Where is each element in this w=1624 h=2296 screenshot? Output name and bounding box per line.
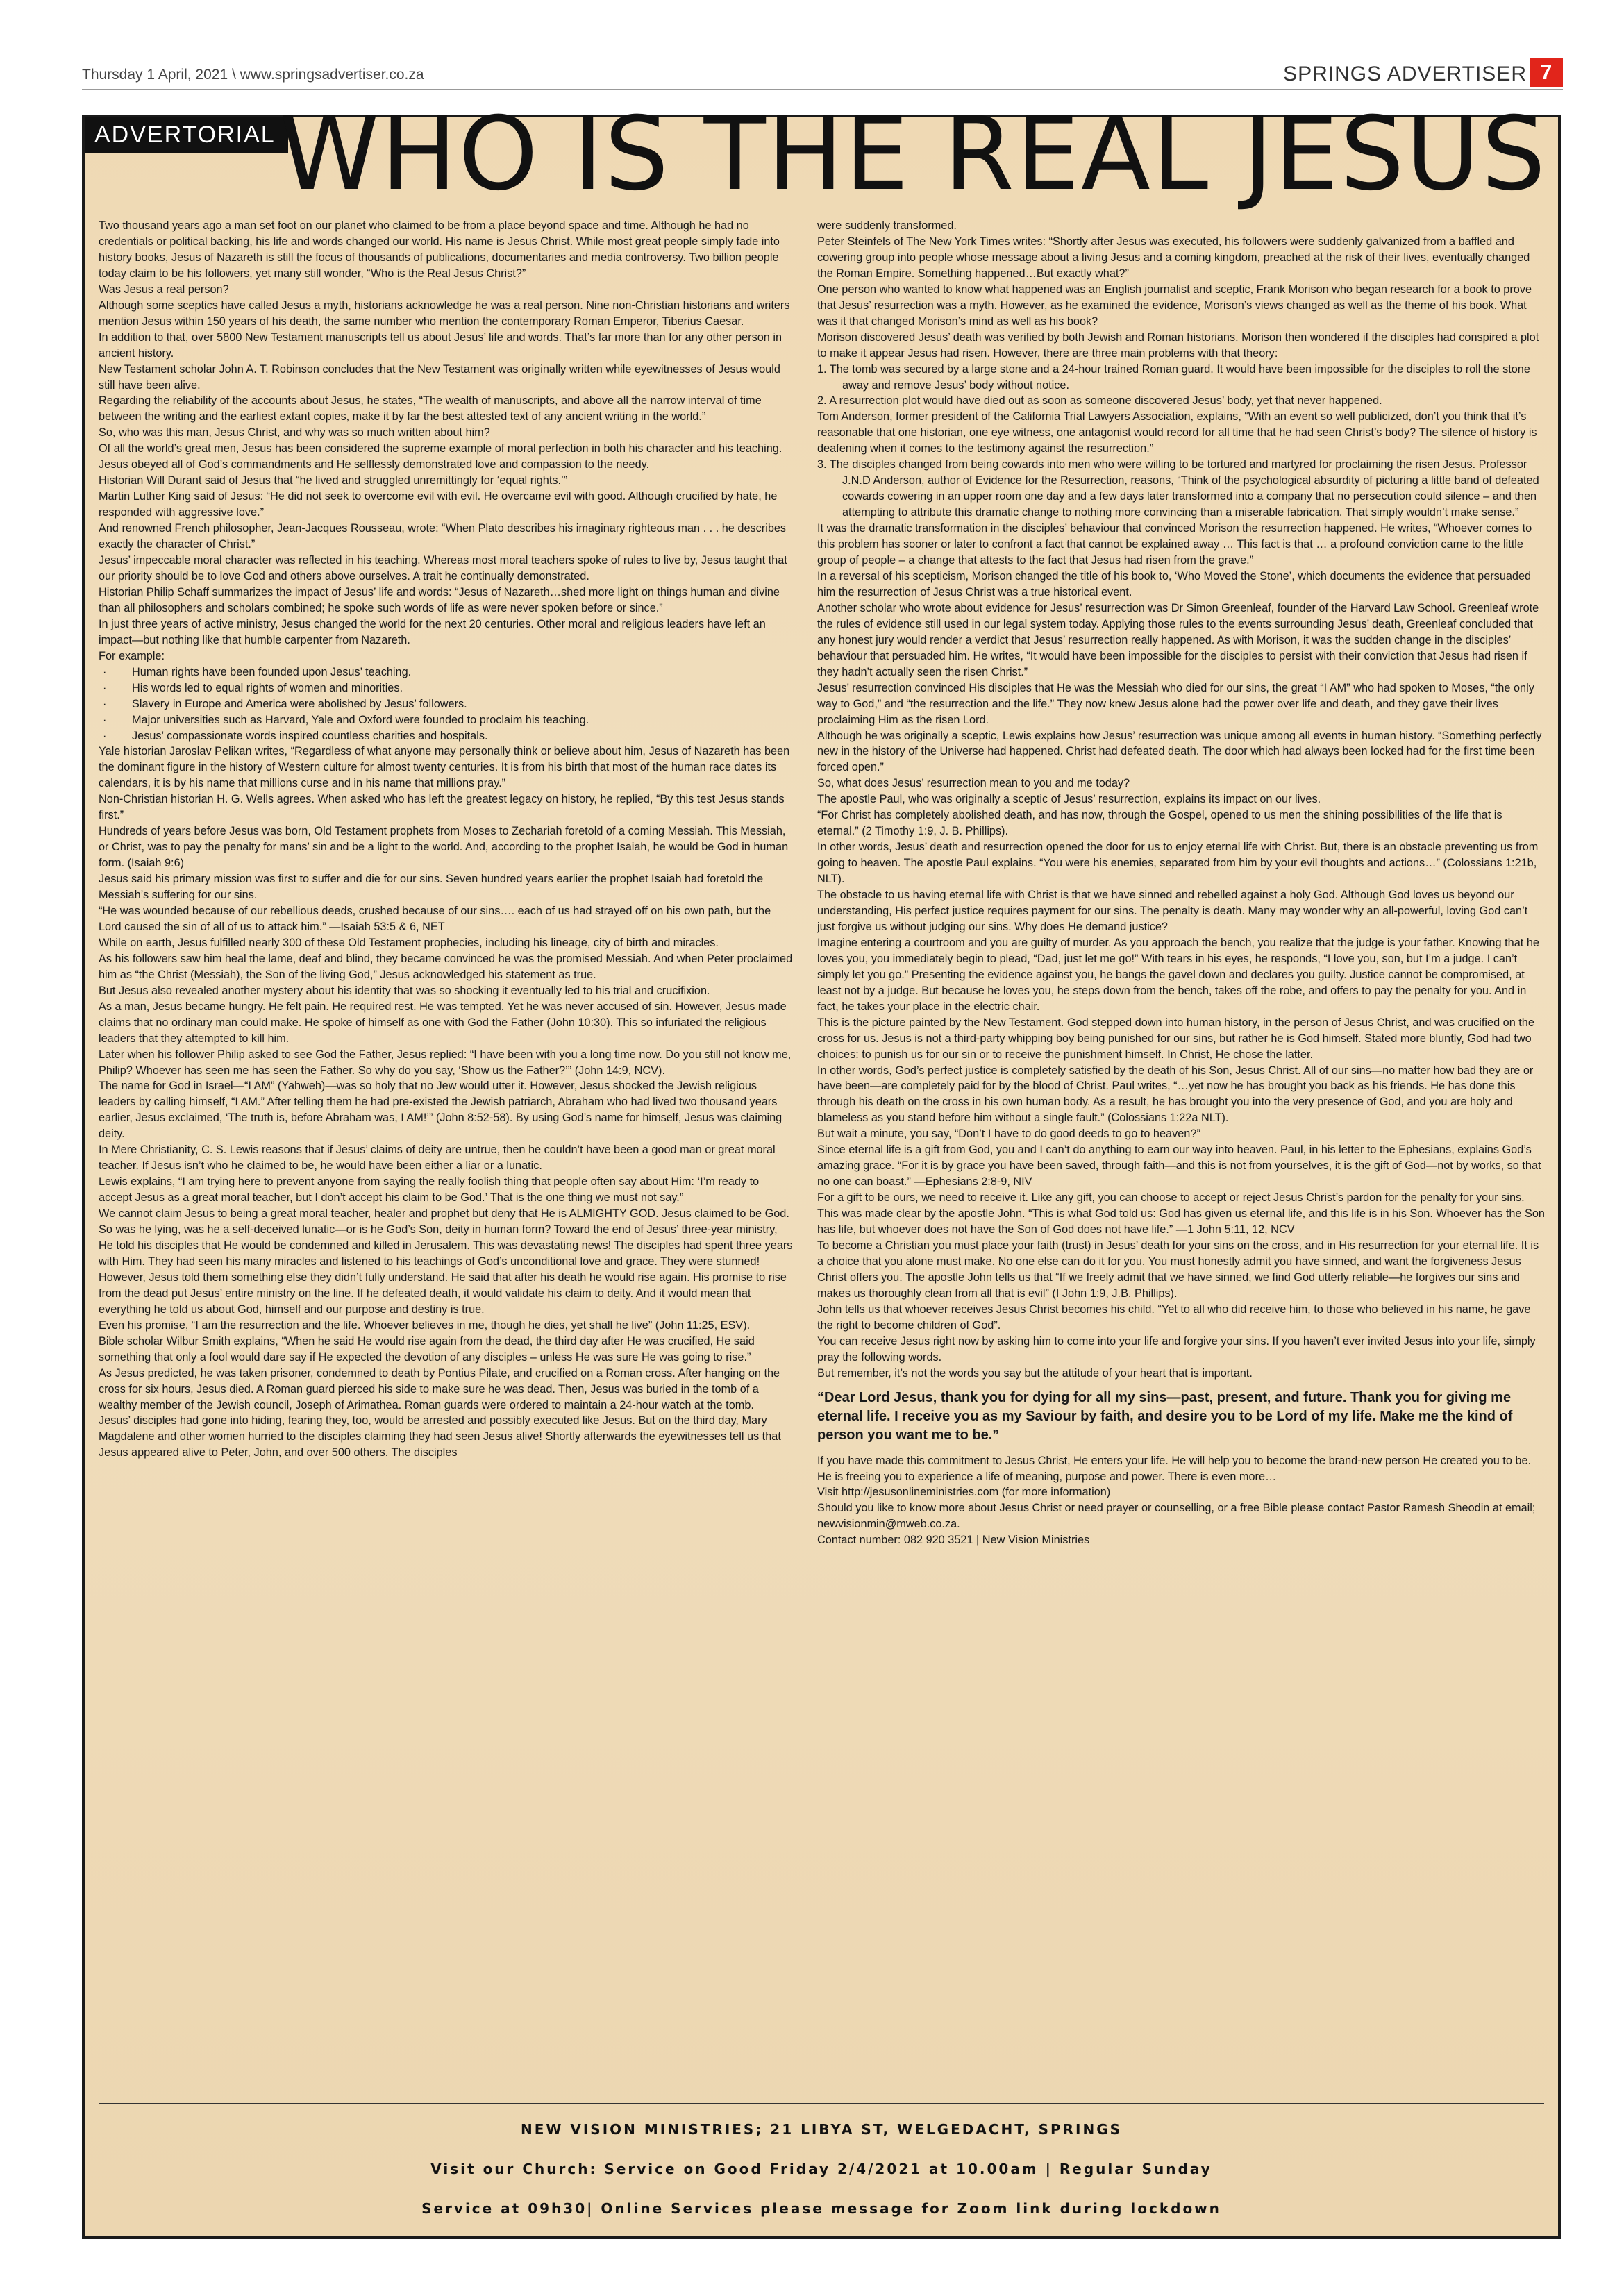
paragraph: So, what does Jesus’ resurrection mean to you and me today? (817, 777, 1130, 790)
footer-line: Visit our Church: Service on Good Friday 2/4/2021 at 10.00am | Regular Sunday (430, 2161, 1212, 2177)
paragraph: But wait a minute, you say, “Don’t I have to do good deeds to go to heaven?” (817, 1128, 1200, 1141)
paragraph: Historian Philip Schaff summarizes the impact of Jesus’ life and words: “Jesus of Nazareth…shed more light on things human and divine than all philosophers and scholars combined; he spoke such words of life as were never spoken before or since.” (99, 585, 780, 614)
paragraph: “For Christ has completely abolished death, and has now, through the Gospel, opened to us men the shining possibilities of the life that is eternal.” (2 Timothy 1:9, J. B. Phillips). (817, 809, 1502, 838)
paragraph: Another scholar who wrote about evidence for Jesus’ resurrection was Dr Simon Greenleaf, founder of the Harvard Law School. Greenleaf wrote the rules of evidence still used in our legal system today. Applying those rules to the events surrounding Jesus’ death, Greenleaf concluded that any honest jury would render a verdict that Jesus’ resurrection really happened. As with Morison, it was the sudden change in the disciples’ behaviour that persuaded him. He writes, “It would have been impossible for the disciples to persist with their conviction that Jesus had risen if they hadn’t actually seen the risen Christ.” (817, 601, 1539, 678)
list-item: · Jesus’ compassionate words inspired countless charities and hospitals. (99, 728, 793, 744)
paragraph: As Jesus predicted, he was taken prisoner, condemned to death by Pontius Pilate, and crucified on a Roman cross. After hanging on the cross for six hours, Jesus died. A Roman guard pierced his side to make sure he was dead. Then, Jesus was buried in the tomb of a wealthy member of the Jewish council, Joseph of Arimathea. Roman guards were ordered to maintain a 24-hour watch at the tomb. (99, 1366, 780, 1411)
paragraph: As his followers saw him heal the lame, deaf and blind, they became convinced he was the promised Messiah. And when Peter proclaimed him as “the Christ (Messiah), the Son of the living God,” Jesus acknowledged his statement as true. (99, 952, 793, 981)
footer-line: NEW VISION MINISTRIES; 21 LIBYA ST, WELGEDACHT, SPRINGS (520, 2121, 1123, 2138)
paragraph: In Mere Christianity, C. S. Lewis reasons that if Jesus’ claims of deity are untrue, then he couldn’t have been a good man or great moral teacher. If Jesus isn’t who he claimed to be, he would have been either a liar or a lunatic. (99, 1143, 776, 1173)
paragraph: Should you like to know more about Jesus Christ or need prayer or counselling, or a free Bible please contact Pastor Ramesh Sheodin at email; newvisionmin@mweb.co.za. (817, 1502, 1536, 1531)
paragraph: Martin Luther King said of Jesus: “He did not seek to overcome evil with evil. He overcame evil with good. Although crucified by hate, he responded with aggressive love.” (99, 490, 778, 519)
advertorial-panel (82, 95, 1561, 2239)
paragraph: Lewis explains, “I am trying here to prevent anyone from saying the really foolish thing that people often say about Him: ‘I’m ready to accept Jesus as a great moral teacher, but I don’t accept his claim to be God.’ That is the one thing we must not say.” (99, 1175, 760, 1205)
paragraph: Contact number: 082 920 3521 | New Vision Ministries (817, 1534, 1090, 1547)
paragraph: You can receive Jesus right now by asking him to come into your life and forgive your sins. If you haven’t ever invited Jesus into your life, simply pray the following words. (817, 1334, 1536, 1364)
paragraph: As a man, Jesus became hungry. He felt pain. He required rest. He was tempted. Yet he was never accused of sin. However, Jesus made claims that no ordinary man could make. He spoke of himself as one with God the Father (John 10:30). This so infuriated the religious leaders that they attempted to kill him. (99, 1000, 787, 1045)
masthead-publication: SPRINGS ADVERTISER (1283, 62, 1527, 85)
masthead-date-url: Thursday 1 April, 2021 \ www.springsadvertiser.co.za (82, 67, 424, 83)
list-item: · Major universities such as Harvard, Yale and Oxford were founded to proclaim his teaching. (99, 712, 793, 728)
paragraph: New Testament scholar John A. T. Robinson concludes that the New Testament was originally written while eyewitnesses of Jesus would still have been alive. (99, 362, 780, 392)
footer-line: Service at 09h30| Online Services please message for Zoom link during lockdown (421, 2200, 1221, 2217)
paragraph: In other words, Jesus’ death and resurrection opened the door for us to enjoy eternal life with Christ. But, there is an obstacle preventing us from going to heaven. The apostle Paul explains. “You were his enemies, separated from him by your evil thoughts and actions…” (Colossians 1:21b, NLT). (817, 841, 1539, 886)
paragraph: For example: (99, 649, 165, 662)
church-footer (85, 2110, 1558, 2229)
article-column-left (99, 218, 793, 1461)
paragraph: Jesus’ resurrection convinced His disciples that He was the Messiah who died for our sins, the great “I AM” who had spoken to Moses, “the only way to God,” and “the resurrection and the life.” They now knew Jesus alone had the power over life and death, and they gave their lives proclaiming Him as the risen Lord. (817, 681, 1534, 726)
paragraph: Non-Christian historian H. G. Wells agrees. When asked who has left the greatest legacy on history, he replied, “By this test Jesus stands first.” (99, 793, 785, 822)
paragraph: Two thousand years ago a man set foot on our planet who claimed to be from a place beyond space and time. Although he had no credentials or political backing, his life and words changed our world. His name is Jesus Christ. While most great people simply fade into history books, Jesus of Nazareth is still the focus of thousands of publications, documentaries and media controversy. Two billion people today claim to be his followers, yet many still wonder, “Who is the Real Jesus Christ?” (99, 219, 780, 280)
list-item: · His words led to equal rights of women and minorities. (99, 680, 793, 696)
paragraph: John tells us that whoever receives Jesus Christ becomes his child. “Yet to all who did receive him, to those who believed in his name, he gave the right to become children of God”. (817, 1302, 1531, 1332)
paragraph: The obstacle to us having eternal life with Christ is that we have sinned and rebelled against a holy God. Although God loves us beyond our understanding, His perfect justice requires payment for our sins. The penalty is death. Many may wonder why an all-powerful, loving God can’t just forgive us without judging our sins. Why does He demand justice? (817, 889, 1528, 933)
paragraph: 1. The tomb was secured by a large stone and a 24-hour trained Roman guard. It would have been impossible for the disciples to roll the stone away and remove Jesus’ body without notice. (817, 362, 1530, 392)
paragraph: “He was wounded because of our rebellious deeds, crushed because of our sins…. each of us had strayed off on his own path, but the Lord caused the sin of all of us to attack him.” —Isaiah 53:5 & 6, NET (99, 904, 771, 933)
paragraph: In a reversal of his scepticism, Morison changed the title of his book to, ‘Who Moved the Stone’, which documents the evidence that persuaded him the resurrection of Jesus Christ was a true historical event. (817, 569, 1532, 598)
paragraph: Bible scholar Wilbur Smith explains, “When he said He would rise again from the dead, the third day after He was crucified, He said something that only a fool would dare say if He expected the devotion of any disciples – unless He was sure He was going to rise.” (99, 1334, 755, 1364)
headline: WHO IS THE REAL JESUS (279, 95, 1548, 213)
footer-rule (99, 2103, 1544, 2104)
paragraph: were suddenly transformed. (817, 219, 957, 232)
masthead-rule (82, 89, 1563, 90)
paragraph: Jesus’ impeccable moral character was reflected in his teaching. Whereas most moral teachers spoke of rules to live by, Jesus taught that our priority should be to love God and others above ourselves. A trait he continually demonstrated. (99, 554, 787, 583)
article-column-right (817, 218, 1546, 1548)
paragraph: One person who wanted to know what happened was an English journalist and sceptic, Frank Morison who began research for a book to prove that Jesus’ resurrection was a myth. However, as he examined the evidence, Morison’s views changed as well as the theme of his book. What was it that changed Morison’s mind as well as his book? (817, 283, 1532, 328)
paragraph: In just three years of active ministry, Jesus changed the world for the next 20 centuries. Other moral and religious leaders have left an impact—but nothing like that humble carpenter from Nazareth. (99, 617, 766, 646)
paragraph: Tom Anderson, former president of the California Trial Lawyers Association, explains, “With an event so well publicized, don’t you think that it’s reasonable that one historian, one eye witness, one antagonist would record for all time that he had seen Christ’s body? The silence of history is deafening when it comes to the testimony against the resurrection.” (817, 410, 1537, 455)
paragraph: Jesus said his primary mission was first to suffer and die for our sins. Seven hundred years earlier the prophet Isaiah had foretold the Messiah’s suffering for our sins. (99, 873, 764, 902)
paragraph: To become a Christian you must place your faith (trust) in Jesus’ death for your sins on the cross, and in His resurrection for your eternal life. It is a choice that you alone must make. No one else can do it for you. You must honestly admit you have sinned, and want the forgiveness Jesus Christ offers you. The apostle John tells us that “If we freely admit that we have sinned, we find God utterly reliable—he forgives our sins and makes us thoroughly clean from all that is evil” (I John 1:9, J.B. Phillips). (817, 1239, 1539, 1300)
paragraph: Regarding the reliability of the accounts about Jesus, he states, “The wealth of manuscripts, and above all the narrow interval of time between the writing and the earliest extant copies, make it by far the best attested text of any ancient writing in the world.” (99, 394, 762, 424)
paragraph: Yale historian Jaroslav Pelikan writes, “Regardless of what anyone may personally think or believe about him, Jesus of Nazareth has been the dominant figure in the history of Western culture for almost twenty centuries. It is from his birth that most of the human race dates its calendars, it is by his name that millions curse and in his name that millions pray.” (99, 745, 790, 790)
prayer-text: “Dear Lord Jesus, thank you for dying for all my sins—past, present, and future. Thank you for giving me eternal life. I receive you as my Saviour by faith, and desire you to be Lord of my life. Make me the kind of person you want me to be.” (817, 1389, 1513, 1443)
paragraph: Later when his follower Philip asked to see God the Father, Jesus replied: “I have been with you a long time now. Do you still not know me, Philip? Whoever has seen me has seen the Father. So why do you say, ‘Show us the Father?’” (John 14:9, NCV). (99, 1048, 792, 1077)
paragraph: The apostle Paul, who was originally a sceptic of Jesus’ resurrection, explains its impact on our lives. (817, 793, 1321, 806)
paragraph: Peter Steinfels of The New York Times writes: “Shortly after Jesus was executed, his followers were suddenly galvanized from a baffled and cowering group into people whose message about a living Jesus and a coming kingdom, preached at the risk of their lives, eventually changed the Roman Empire. Something happened…But exactly what?” (817, 235, 1530, 280)
paragraph: 3. The disciples changed from being cowards into men who were willing to be tortured and martyred for proclaiming the risen Jesus. Professor J.N.D Anderson, author of Evidence for the Resurrection, reasons, “Think of the psychological absurdity of picturing a little band of defeated cowards cowering in an upper room one day and a few days later transformed into a company that no persecution could silence – and then attempting to attribute this dramatic change to nothing more convincing than a miserable fabrication. That simply wouldn’t make sense.” (817, 458, 1539, 519)
paragraph: Historian Will Durant said of Jesus that “he lived and struggled unremittingly for ‘equal rights.’” (99, 474, 568, 487)
advertorial-label: ADVERTORIAL (85, 117, 288, 153)
paragraph: Hundreds of years before Jesus was born, Old Testament prophets from Moses to Zechariah foretold of a coming Messiah. This Messiah, or Christ, was to pay the penalty for mans’ sin and be a light to the world. And, according to the prophet Isaiah, he would be God in human form. (Isaiah 9:6) (99, 825, 789, 870)
paragraph: Of all the world’s great men, Jesus has been considered the supreme example of moral perfection in both his character and his teaching. (99, 442, 782, 455)
paragraph: But remember, it’s not the words you say but the attitude of your heart that is important. (817, 1366, 1253, 1380)
list-item: · Slavery in Europe and America were abolished by Jesus’ followers. (99, 696, 793, 712)
paragraph: Jesus obeyed all of God’s commandments and He selflessly demonstrated love and compassion to the needy. (99, 458, 650, 471)
paragraph: So, who was this man, Jesus Christ, and why was so much written about him? (99, 426, 490, 439)
paragraph: Even his promise, “I am the resurrection and the life. Whoever believes in me, though he dies, yet shall he live” (John 11:25, ESV). (99, 1318, 751, 1332)
paragraph: Jesus’ disciples had gone into hiding, fearing they, too, would be arrested and possibly executed like Jesus. But on the third day, Mary Magdalene and other women hurried to the disciples claiming they had seen Jesus alive! Shortly afterwards the eyewitnesses tell us that Jesus appeared alive to Peter, John, and over 500 others. The disciples (99, 1414, 781, 1459)
paragraph: However, Jesus told them something else they didn’t fully understand. He said that after his death he would rise again. His promise to rise from the dead put Jesus’ entire ministry on the line. If he defeated death, it would validate his claim to deity. And it would mean that everything he told us about God, himself and our purpose and destiny is true. (99, 1271, 787, 1316)
paragraph: For a gift to be ours, we need to receive it. Like any gift, you can choose to accept or reject Jesus Christ’s pardon for the penalty for your sins. This was made clear by the apostle John. “This is what God told us: God has given us eternal life, and this life is in his Son. Whoever has the Son has life, but whoever does not have the Son of God does not have life.” —1 John 5:11, 12, NCV (817, 1191, 1545, 1237)
paragraph: Although he was originally a sceptic, Lewis explains how Jesus’ resurrection was unique among all events in human history. “Something perfectly new in the history of the Universe had happened. Christ had defeated death. The door which had always been locked had for the first time been forced open.” (817, 729, 1542, 774)
paragraph: It was the dramatic transformation in the disciples’ behaviour that convinced Morison the resurrection happened. He writes, “Whoever comes to this problem has sooner or later to confront a fact that cannot be explained away … This fact is that … a profound conviction came to the little group of people – a change that attests to the fact that Jesus had risen from the grave.” (817, 522, 1532, 567)
paragraph: Visit http://jesusonlineministries.com (for more information) (817, 1486, 1111, 1499)
paragraph: And renowned French philosopher, Jean-Jacques Rousseau, wrote: “When Plato describes his imaginary righteous man . . . he describes exactly the character of Christ.” (99, 522, 787, 551)
paragraph: But Jesus also revealed another mystery about his identity that was so shocking it eventually led to his trial and crucifixion. (99, 984, 710, 997)
paragraph: 2. A resurrection plot would have died out as soon as someone discovered Jesus’ body, yet that never happened. (817, 394, 1382, 408)
paragraph: Was Jesus a real person? (99, 283, 229, 296)
paragraph: Imagine entering a courtroom and you are guilty of murder. As you approach the bench, you realize that the judge is your father. Knowing that he loves you, you immediately begin to plead, “Dad, just let me go!” With tears in his eyes, he responds, “I love you, son, but I’m a judge. I can’t simply let you go.” Presenting the evidence against you, he bangs the gavel down and declares you guilty. Justice cannot be compromised, at least not by a judge. But because he loves you, he steps down from the bench, takes off the robe, and offers to pay the penalty for you. And in fact, he takes your place in the electric chair. (817, 936, 1539, 1013)
paragraph: The name for God in Israel—“I AM” (Yahweh)—was so holy that no Jew would utter it. However, Jesus shocked the Jewish religious leaders by calling himself, “I AM.” After telling them he had pre-existed the Jewish patriarch, Abraham who had lived two thousand years earlier, Jesus exclaimed, ‘The truth is, before Abraham was, I AM!’” (John 8:52-58). By using God’s name for himself, Jesus was claiming deity. (99, 1080, 782, 1141)
list-item: · Human rights have been founded upon Jesus’ teaching. (99, 664, 793, 680)
page-number-badge: 7 (1530, 58, 1563, 87)
paragraph: We cannot claim Jesus to being a great moral teacher, healer and prophet but deny that He is ALMIGHTY GOD. Jesus claimed to be God. So was he lying, was he a self-deceived lunatic—or is he God’s Son, deity in human form? Toward the end of Jesus’ three-year ministry, He told his disciples that He would be condemned and killed in Jerusalem. This was devastating news! The disciples had spent three years with Him. They had seen his many miracles and listened to his teachings of God’s unconditional love and grace. They were stunned! (99, 1207, 793, 1268)
paragraph: Morison discovered Jesus’ death was verified by both Jewish and Roman historians. Morison then wondered if the disciples had conspired a plot to make it appear Jesus had risen. However, there are three main problems with that theory: (817, 330, 1539, 360)
paragraph: While on earth, Jesus fulfilled nearly 300 of these Old Testament prophecies, including his lineage, city of birth and miracles. (99, 936, 719, 949)
paragraph: Although some sceptics have called Jesus a myth, historians acknowledge he was a real person. Nine non-Christian historians and writers mention Jesus within 150 years of his death, the same number who mention the contemporary Roman Emperor, Tiberius Caesar. (99, 299, 790, 328)
paragraph: Since eternal life is a gift from God, you and I can’t do anything to earn our way into heaven. Paul, in his letter to the Ephesians, explains God’s amazing grace. “For it is by grace you have been saved, through faith—and this is not from yourselves, it is the gift of God—not by works, so that no one can boast.” —Ephesians 2:8-9, NIV (817, 1143, 1541, 1189)
paragraph: In other words, God’s perfect justice is completely satisfied by the death of his Son, Jesus Christ. All of our sins—no matter how bad they are or have been—are completely paid for by the blood of Christ. Paul writes, “…yet now he has brought you back as his friends. He has done this through his death on the cross in his own human body. As a result, he has brought you into the very presence of God, and you are holy and blameless as you stand before him without a single fault.” (Colossians 1:22a NLT). (817, 1064, 1534, 1125)
paragraph: If you have made this commitment to Jesus Christ, He enters your life. He will help you to become the brand-new person He created you to be. He is freeing you to experience a life of meaning, purpose and power. There is even more… (817, 1454, 1532, 1483)
paragraph: In addition to that, over 5800 New Testament manuscripts tell us about Jesus’ life and words. That’s far more than for any other person in ancient history. (99, 330, 782, 360)
paragraph: This is the picture painted by the New Testament. God stepped down into human history, in the person of Jesus Christ, and was crucified on the cross for us. Jesus is not a third-party whipping boy being punished for our sins, but rather he is God himself. Stated more bluntly, God had two choices: to punish us for our sin or to receive the punishment himself. In Christ, He chose the latter. (817, 1016, 1534, 1061)
